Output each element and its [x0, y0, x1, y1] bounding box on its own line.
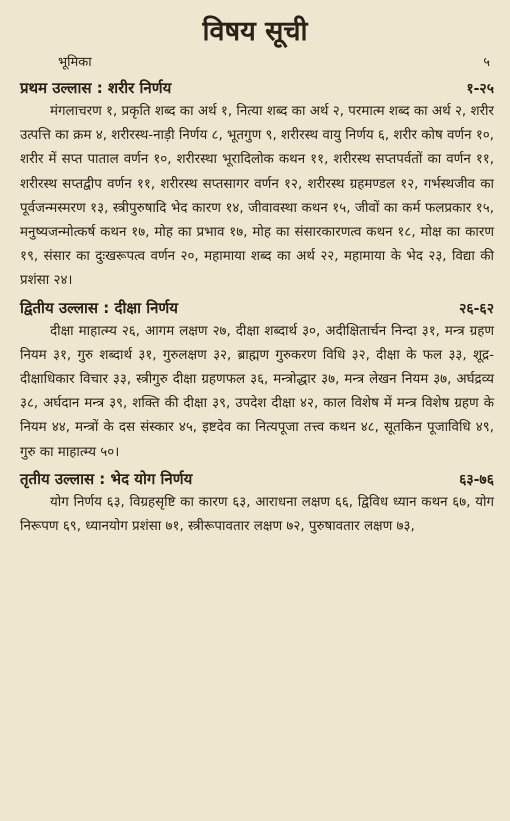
- section-contents: मंगलाचरण १, प्रकृति शब्द का अर्थ १, नित्या शब्द का अर्थ २, परमात्म शब्द का अर्थ २, शरीर उत्पत्ति का क्रम ४, शरीरस्थ-नाड़ी निर्णय ८, भूतगुण ९, शरीरस्थ वायु निर्णय ६, शरीर कोष वर्णन १०, शरीर में सप्त पाताल वर्णन १०, शरीरस्था भूरादिलोक कथन ११, शरीरस्थ सप्तपर्वतों का वर्णन ११, शरीरस्थ सप्तद्वीप वर्णन ११, शरीरस्थ सप्तसागर वर्णन १२, शरीरस्थ ग्रहमण्डल १२, गर्भस्थजीव का पूर्वजन्मस्मरण १३, स्त्रीपुरुषादि भेद कारण १४, जीवावस्था कथन १५, जीवों का कर्म फलप्रकार १५, मनुष्यजन्मोत्कर्ष कथन १७, मोह का प्रभाव १७, मोह का संसारकारणत्व कथन १८, मोक्ष का कारण १९, संसार का दुःखरूपत्व वर्णन २०, महामाया शब्द का अर्थ २२, महामाया के भेद २३, विद्या की प्रशंसा २४।: [20, 104, 494, 289]
- section-heading-row: [14, 297, 496, 320]
- section-contents: योग निर्णय ६३, विग्रहसृष्टि का कारण ६३, आराधना लक्षण ६६, द्विविध ध्यान कथन ६७, योग निरूपण ६९, ध्यानयोग प्रशंसा ७१, स्त्रीरूपावतार लक्षण ७२, पुरुषावतार लक्षण ७३,: [20, 494, 494, 535]
- toc-section-1: [14, 77, 496, 294]
- section-heading-row: [14, 77, 496, 100]
- toc-section-3: [14, 468, 496, 539]
- section-contents: दीक्षा माहात्म्य २६, आगम लक्षण २७, दीक्षा शब्दार्थ ३०, अदीक्षितार्चन निन्दा ३१, मन्त्र ग्रहण नियम ३१, गुरु शब्दार्थ ३१, गुरुलक्षण ३२, ब्राह्मण गुरुकरण विधि ३२, दीक्षा के फल ३३, शूद्र-दीक्षाधिकार विचार ३३, स्त्रीगुरु दीक्षा ग्रहणफल ३६, मन्त्रोद्धार ३७, मन्त्र लेखन नियम ३७, अर्घद्रव्य ३८, अर्घदान मन्त्र ३९, शक्ति की दीक्षा ३९, उपदेश दीक्षा ४२, काल विशेष में मन्त्र विशेष ग्रहण के नियम ४४, मन्त्रों के दस संस्कार ४५, इष्टदेव का नित्यपूजा तत्त्व कथन ४८, सूतकिन पूजाविधि ४९, गुरु का माहात्म्य ५०।: [20, 323, 494, 460]
- section-heading: प्रथम उल्लास : शरीर निर्णय: [20, 79, 172, 97]
- section-heading: द्वितीय उल्लास : दीक्षा निर्णय: [20, 298, 178, 317]
- section-page-range: २६-६२: [459, 300, 494, 317]
- section-page-range: १-२५: [466, 81, 494, 97]
- section-heading: तृतीय उल्लास : भेद योग निर्णय: [20, 469, 193, 488]
- page-title: विषय सूची: [202, 16, 308, 47]
- toc-entry-intro: [14, 52, 496, 74]
- toc-section-2: [14, 297, 496, 465]
- section-page-range: ६३-७६: [459, 471, 494, 488]
- section-heading-row: [14, 468, 496, 491]
- intro-page: ५: [483, 55, 490, 70]
- intro-label: भूमिका: [58, 55, 92, 70]
